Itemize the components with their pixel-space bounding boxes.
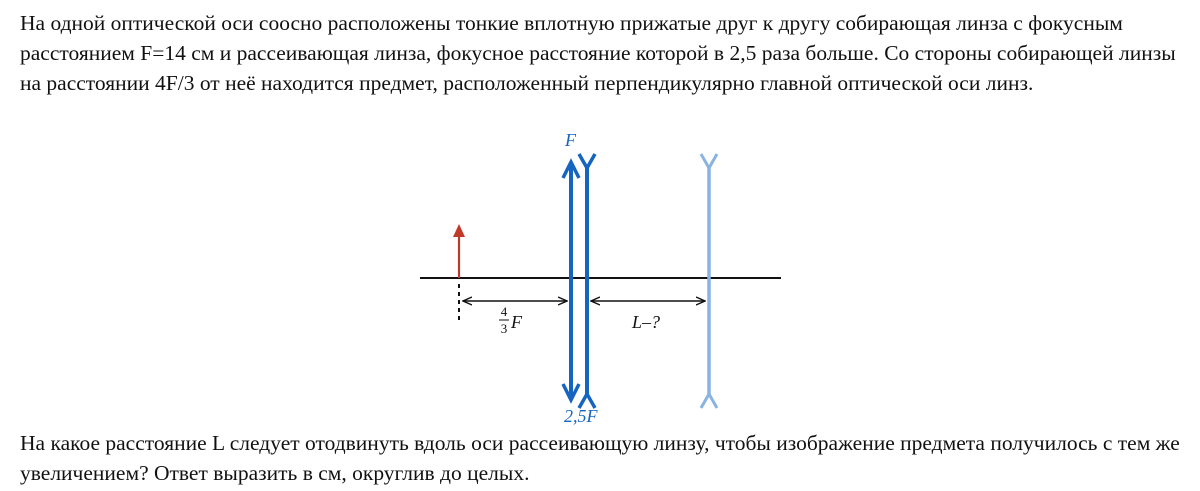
object-arrow (453, 224, 465, 278)
fraction-denominator: 3 (500, 321, 508, 336)
object-distance-label (499, 304, 523, 336)
problem-question: На какое расстояние L следует отодвинуть вдоль оси рассеивающую линзу, чтобы изображение предмета получилось с тем же увеличением? Ответ выразить в см, округлив до целых. (20, 431, 1180, 485)
fraction-numerator: 4 (500, 304, 508, 319)
problem-intro: На одной оптической оси соосно расположены тонкие вплотную прижатые друг к другу собирающая линза с фокусным расстоянием F=14 см и рассеивающая линза, фокусное расстояние которой в 2,5 раза больше. Со стороны собирающей линзы на расстоянии 4F/3 от неё находится предмет, расположенный перпендикулярно главной оптической оси линз. (20, 11, 1176, 95)
converging-lens (563, 162, 579, 400)
diverging-lens-shifted (701, 154, 717, 408)
diverging-lens-initial (579, 154, 595, 408)
optics-diagram (400, 124, 800, 430)
fraction-variable: F (511, 312, 522, 332)
diverging-focal-label: 2,5F (564, 406, 598, 426)
converging-focal-label: F (565, 130, 576, 150)
shift-distance-label: L–? (632, 312, 661, 332)
